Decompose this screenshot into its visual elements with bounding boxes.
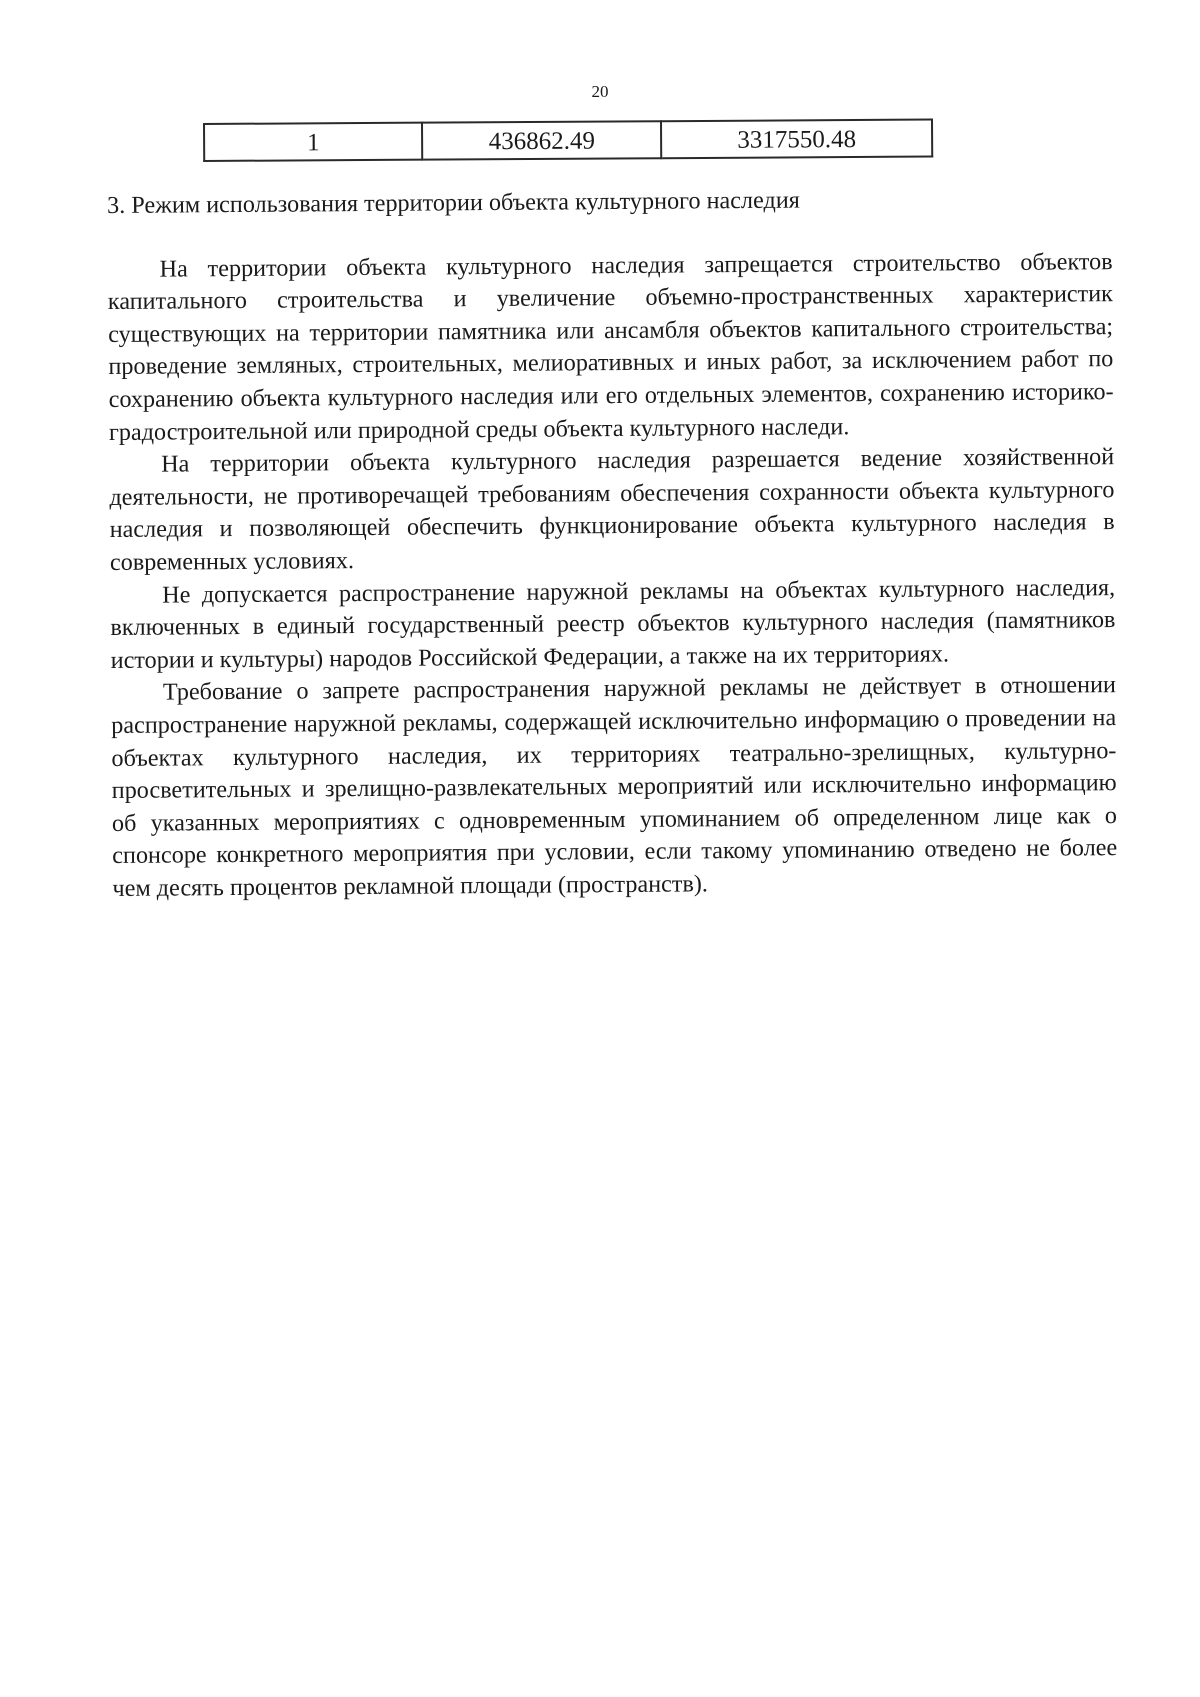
table-cell-point-number: 1: [204, 123, 423, 161]
paragraph-construction-ban: На территории объекта культурного наследия запрещается строительство объектов капитального строительства и увеличение объемно-пространственных характеристик существующих на территории памятника или ансамбля объектов капитального строительства; проведение земляных, строительных, мелиоративных и иных работ, за исключением работ по сохранению объекта культурного наследия или его отдельных элементов, сохранению историко-градостроительной или природной среды объекта культурного наследи.: [107, 247, 1114, 446]
page-number: 20: [591, 82, 609, 101]
paragraph-economic-activity: На территории объекта культурного наследия разрешается ведение хозяйственной деятельности, не противоречащей требованиям обеспечения сохранности объекта культурного наследия и позволяющей обеспечить функционирование объекта культурного наследия в современных условиях.: [109, 443, 1115, 576]
table-cell-y-coordinate: 3317550.48: [661, 120, 932, 159]
table-cell-x-coordinate: 436862.49: [422, 121, 661, 159]
paragraph-advertising-ban: Не допускается распространение наружной рекламы на объектах культурного наследия, включенных в единый государственный реестр объектов культурного наследия (памятников истории и культуры) народов Российской Федерации, а также на их территориях.: [110, 573, 1116, 674]
coordinates-table: [203, 119, 933, 162]
table-row: [204, 120, 932, 161]
section-heading: 3. Режим использования территории объекта культурного наследия: [107, 186, 800, 219]
document-body: [107, 182, 1118, 905]
paragraph-advertising-exception: Требование о запрете распространения наружной рекламы не действует в отношении распространение наружной рекламы, содержащей исключительно информацию о проведении на объектах культурного наследия, их территориях театрально-зрелищных, культурно-просветительных и зрелищно-развлекательных мероприятий или исключительно информацию об указанных мероприятиях с одновременным упоминанием об определенном лице как о спонсоре конкретного мероприятия при условии, если такому упоминанию отведено не более чем десять процентов рекламной площади (пространств).: [111, 671, 1118, 902]
